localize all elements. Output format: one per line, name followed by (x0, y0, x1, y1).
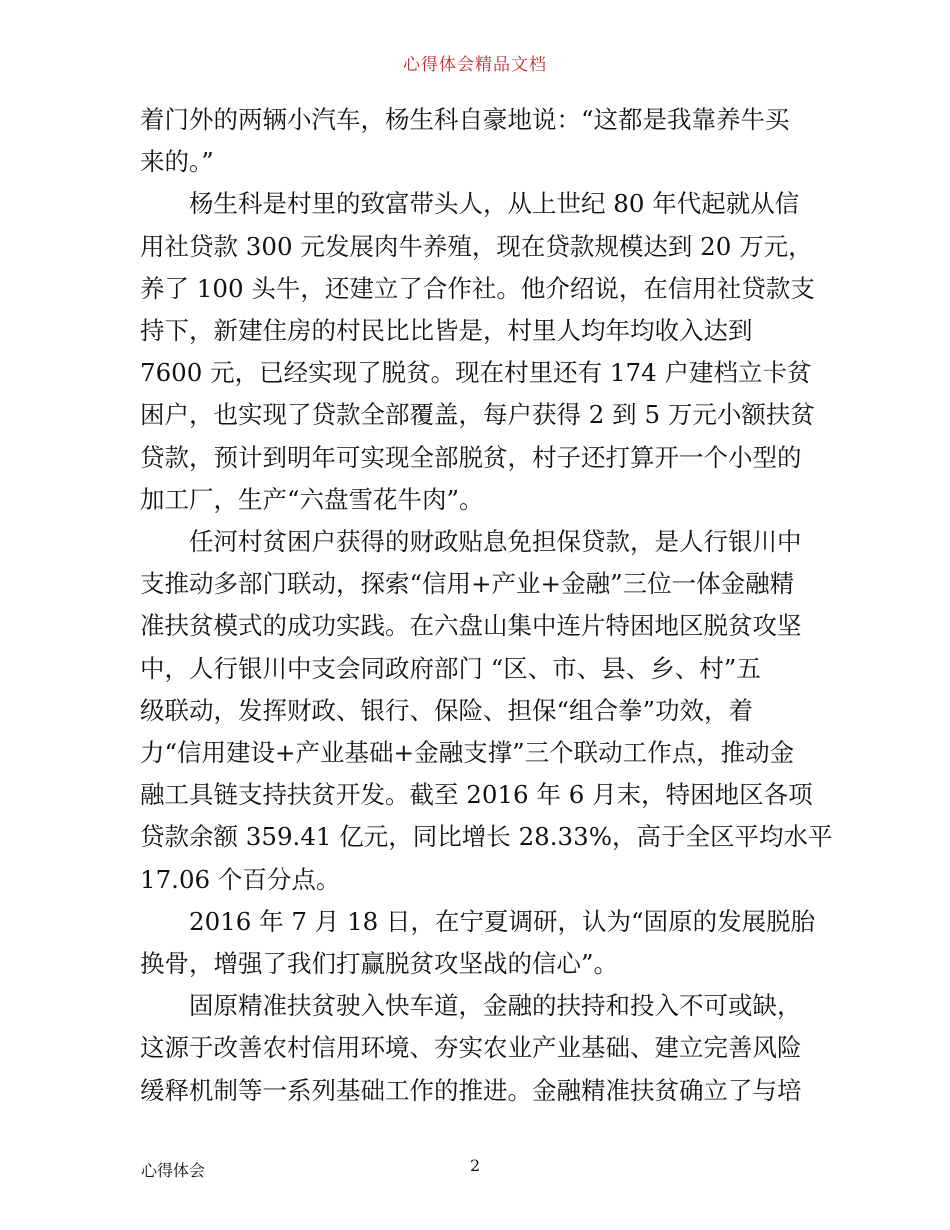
text-line: 7600 元，已经实现了脱贫。现在村里还有 174 户建档立卡贫 (140, 358, 812, 388)
page-number: 2 (470, 1156, 481, 1175)
text-line: 困户，也实现了贷款全部覆盖，每户获得 2 到 5 万元小额扶贫 (140, 400, 815, 430)
text-line: 力“信用建设+产业基础+金融支撑”三个联动工作点，推动金 (140, 738, 795, 768)
document-body (140, 99, 833, 1112)
text-line: 贷款余额 359.41 亿元，同比增长 28.33%，高于全区平均水平 (140, 822, 833, 852)
text-line: 杨生科是村里的致富带头人，从上世纪 80 年代起就从信 (189, 189, 800, 219)
text-line: 中，人行银川中支会同政府部门 “区、市、县、乡、村”五 (140, 653, 761, 683)
footer-label: 心得体会 (141, 1161, 206, 1180)
text-line: 这源于改善农村信用环境、夯实农业产业基础、建立完善风险 (140, 1033, 802, 1063)
text-line: 持下，新建住房的村民比比皆是，村里人均年均收入达到 (140, 316, 753, 346)
text-line: 任河村贫困户获得的财政贴息免担保贷款，是人行银川中 (189, 527, 802, 557)
text-line: 支推动多部门联动，探索“信用+产业+金融”三位一体金融精 (140, 569, 795, 599)
text-line: 养了 100 头牛，还建立了合作社。他介绍说，在信用社贷款支 (140, 273, 815, 303)
text-line: 融工具链支持扶贫开发。截至 2016 年 6 月末，特困地区各项 (140, 780, 813, 810)
text-line: 准扶贫模式的成功实践。在六盘山集中连片特困地区脱贫攻坚 (140, 611, 802, 641)
text-line: 17.06 个百分点。 (140, 864, 341, 894)
text-line: 缓释机制等一系列基础工作的推进。金融精准扶贫确立了与培 (140, 1075, 802, 1105)
text-line: 级联动，发挥财政、银行、保险、担保“组合拳”功效，着 (140, 695, 754, 725)
text-line: 贷款，预计到明年可实现全部脱贫，村子还打算开一个小型的 (140, 442, 802, 472)
text-line: 来的。” (140, 147, 214, 177)
text-line: 换骨，增强了我们打赢脱贫攻坚战的信心”。 (140, 949, 619, 979)
text-line: 2016 年 7 月 18 日，在宁夏调研，认为“固原的发展脱胎 (189, 906, 816, 936)
text-line: 固原精准扶贫驶入快车道，金融的扶持和投入不可或缺， (189, 991, 802, 1021)
page-header-title: 心得体会精品文档 (403, 55, 547, 75)
text-line: 着门外的两辆小汽车，杨生科自豪地说：“这都是我靠养牛买 (140, 105, 790, 134)
text-line: 用社贷款 300 元发展肉牛养殖，现在贷款规模达到 20 万元， (140, 231, 813, 261)
text-line: 加工厂，生产“六盘雪花牛肉”。 (140, 484, 484, 514)
